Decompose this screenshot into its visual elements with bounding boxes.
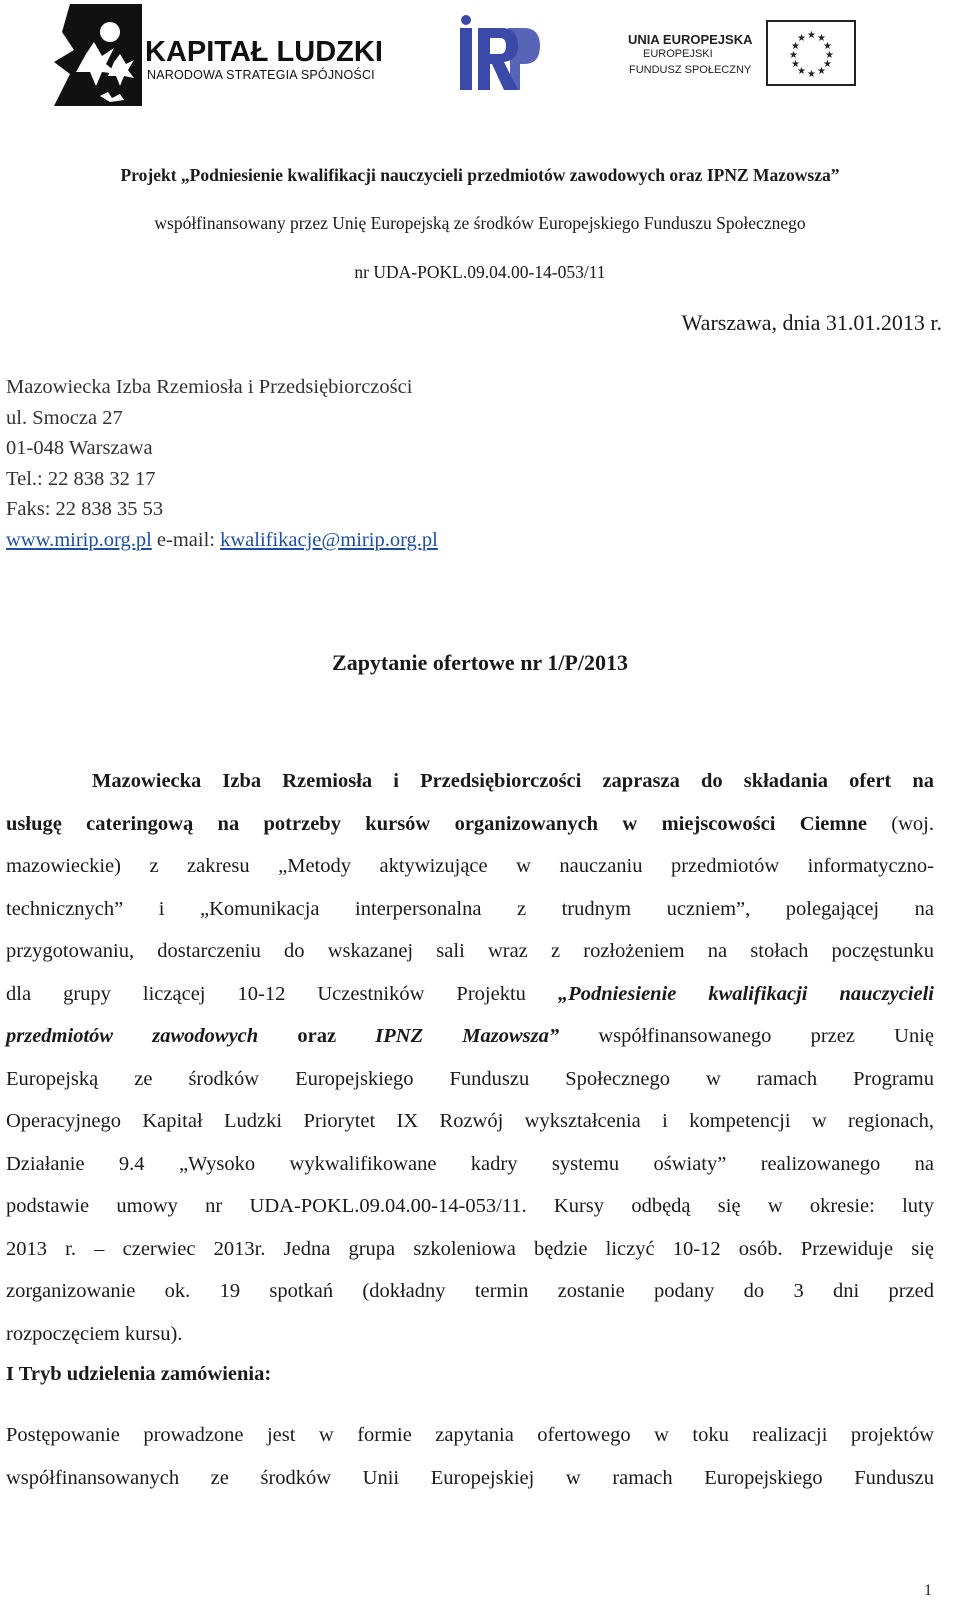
project-title: Projekt „Podniesienie kwalifikacji nauczycieli przedmiotów zawodowych oraz IPNZ Mazowsza”: [120, 165, 840, 185]
project-number: nr UDA-POKL.09.04.00-14-053/11: [354, 262, 606, 282]
eu-flag: [766, 20, 856, 91]
address-block: [6, 372, 438, 555]
body-line: Działanie 9.4 „Wysoko wykwalifikowane kadry systemu oświaty” realizowanego na: [6, 1152, 934, 1175]
svg-text:★: ★: [797, 66, 806, 77]
kapital-ludzki-subtitle: NARODOWA STRATEGIA SPÓJNOŚCI: [147, 68, 375, 82]
org-name: Mazowiecka Izba Rzemiosła i Przedsiębiorczości: [6, 376, 413, 398]
project-name-italic-3: IPNZ Mazowsza”: [375, 1025, 560, 1047]
org-city: 01-048 Warszawa: [6, 437, 153, 459]
org-contact: [6, 525, 438, 556]
body-line: przygotowaniu, dostarczeniu do wskazanej sali wraz z rozłożeniem na stołach poczęstunku: [6, 940, 934, 962]
body-line: Operacyjnego Kapitał Ludzki Priorytet IX Rozwój wykształcenia i kompetencji w regionach,: [6, 1110, 934, 1132]
kapital-ludzki-emblem-icon: [50, 2, 150, 110]
org-tel: Tel.: 22 838 32 17: [6, 467, 156, 490]
body-line: [6, 973, 934, 1016]
body-line: [6, 1015, 934, 1058]
body-line: Europejską ze środków Europejskiego Funduszu Społecznego w ramach Programu: [6, 1067, 934, 1090]
project-name-italic: „Podniesienie kwalifikacji nauczycieli: [557, 982, 934, 1005]
section-line: Postępowanie prowadzone jest w formie zapytania ofertowego w toku realizacji projektów: [6, 1424, 934, 1446]
cofinanced-line: współfinansowany przez Unię Europejską ze środków Europejskiego Funduszu Społecznego: [154, 213, 806, 233]
body-line-start: dla grupy liczącej 10-12 Uczestników Projektu: [6, 982, 558, 1005]
email-link[interactable]: kwalifikacje@mirip.org.pl: [220, 528, 438, 551]
project-name-italic-2: przedmiotów zawodowych: [6, 1025, 259, 1047]
body-line-bold: usługę cateringową na potrzeby kursów organizowanych w miejscowości Ciemne: [6, 812, 867, 835]
body-line: zorganizowanie ok. 19 spotkań (dokładny termin zostanie podany do 3 dni przed: [6, 1280, 934, 1302]
svg-text:★: ★: [789, 50, 798, 61]
document-title: Zapytanie ofertowe nr 1/P/2013: [332, 650, 628, 675]
svg-text:★: ★: [807, 30, 816, 41]
svg-text:★: ★: [791, 41, 800, 52]
svg-text:★: ★: [823, 59, 832, 70]
body-line: rozpoczęciem kursu).: [6, 1322, 183, 1345]
svg-text:★: ★: [817, 33, 826, 44]
body-line: [6, 803, 934, 846]
body-line: technicznych” i „Komunikacja interpersonalna z trudnym uczniem”, polegającej na: [6, 897, 934, 920]
body-line: Mazowiecka Izba Rzemiosła i Przedsiębiorczości zaprasza do składania ofert na: [92, 770, 934, 792]
email-label: e-mail:: [151, 528, 221, 551]
svg-text:★: ★: [791, 59, 800, 70]
body-paragraph: [6, 760, 934, 1355]
svg-text:★: ★: [797, 33, 806, 44]
section-heading: I Tryb udzielenia zamówienia:: [6, 1363, 272, 1385]
svg-text:★: ★: [807, 69, 816, 80]
body-oraz: oraz: [258, 1025, 376, 1047]
ue-title: UNIA EUROPEJSKA: [628, 32, 753, 47]
document-date: Warszawa, dnia 31.01.2013 r.: [681, 310, 942, 335]
svg-text:★: ★: [825, 50, 834, 61]
irp-logo-icon: [458, 14, 542, 92]
org-fax: Faks: 22 838 35 53: [6, 498, 164, 520]
kapital-ludzki-title: KAPITAŁ LUDZKI: [145, 36, 383, 68]
ue-subtitle-2: FUNDUSZ SPOŁECZNY: [629, 64, 752, 76]
body-line: podstawie umowy nr UDA-POKL.09.04.00-14-053/11. Kursy odbędą się w okresie: luty: [6, 1195, 934, 1217]
svg-text:★: ★: [823, 41, 832, 52]
section-paragraph: [6, 1414, 934, 1499]
body-line-rest: (woj.: [866, 812, 934, 835]
body-line-rest: współfinansowanego przez Unię: [559, 1025, 934, 1047]
website-link[interactable]: www.mirip.org.pl: [6, 528, 152, 551]
body-line: mazowieckie) z zakresu „Metody aktywizujące w nauczaniu przedmiotów informatyczno-: [6, 855, 934, 877]
svg-text:★: ★: [817, 66, 826, 77]
irp-logo: [458, 14, 542, 92]
eu-flag-icon: [766, 20, 856, 86]
body-line: 2013 r. – czerwiec 2013r. Jedna grupa szkoleniowa będzie liczyć 10-12 osób. Przewiduje się: [6, 1237, 934, 1260]
org-street: ul. Smocza 27: [6, 406, 123, 429]
page-number: 1: [924, 1582, 932, 1599]
section-line: współfinansowanych ze środków Unii Europejskiej w ramach Europejskiego Funduszu: [6, 1466, 934, 1489]
ue-subtitle-1: EUROPEJSKI: [643, 48, 713, 60]
